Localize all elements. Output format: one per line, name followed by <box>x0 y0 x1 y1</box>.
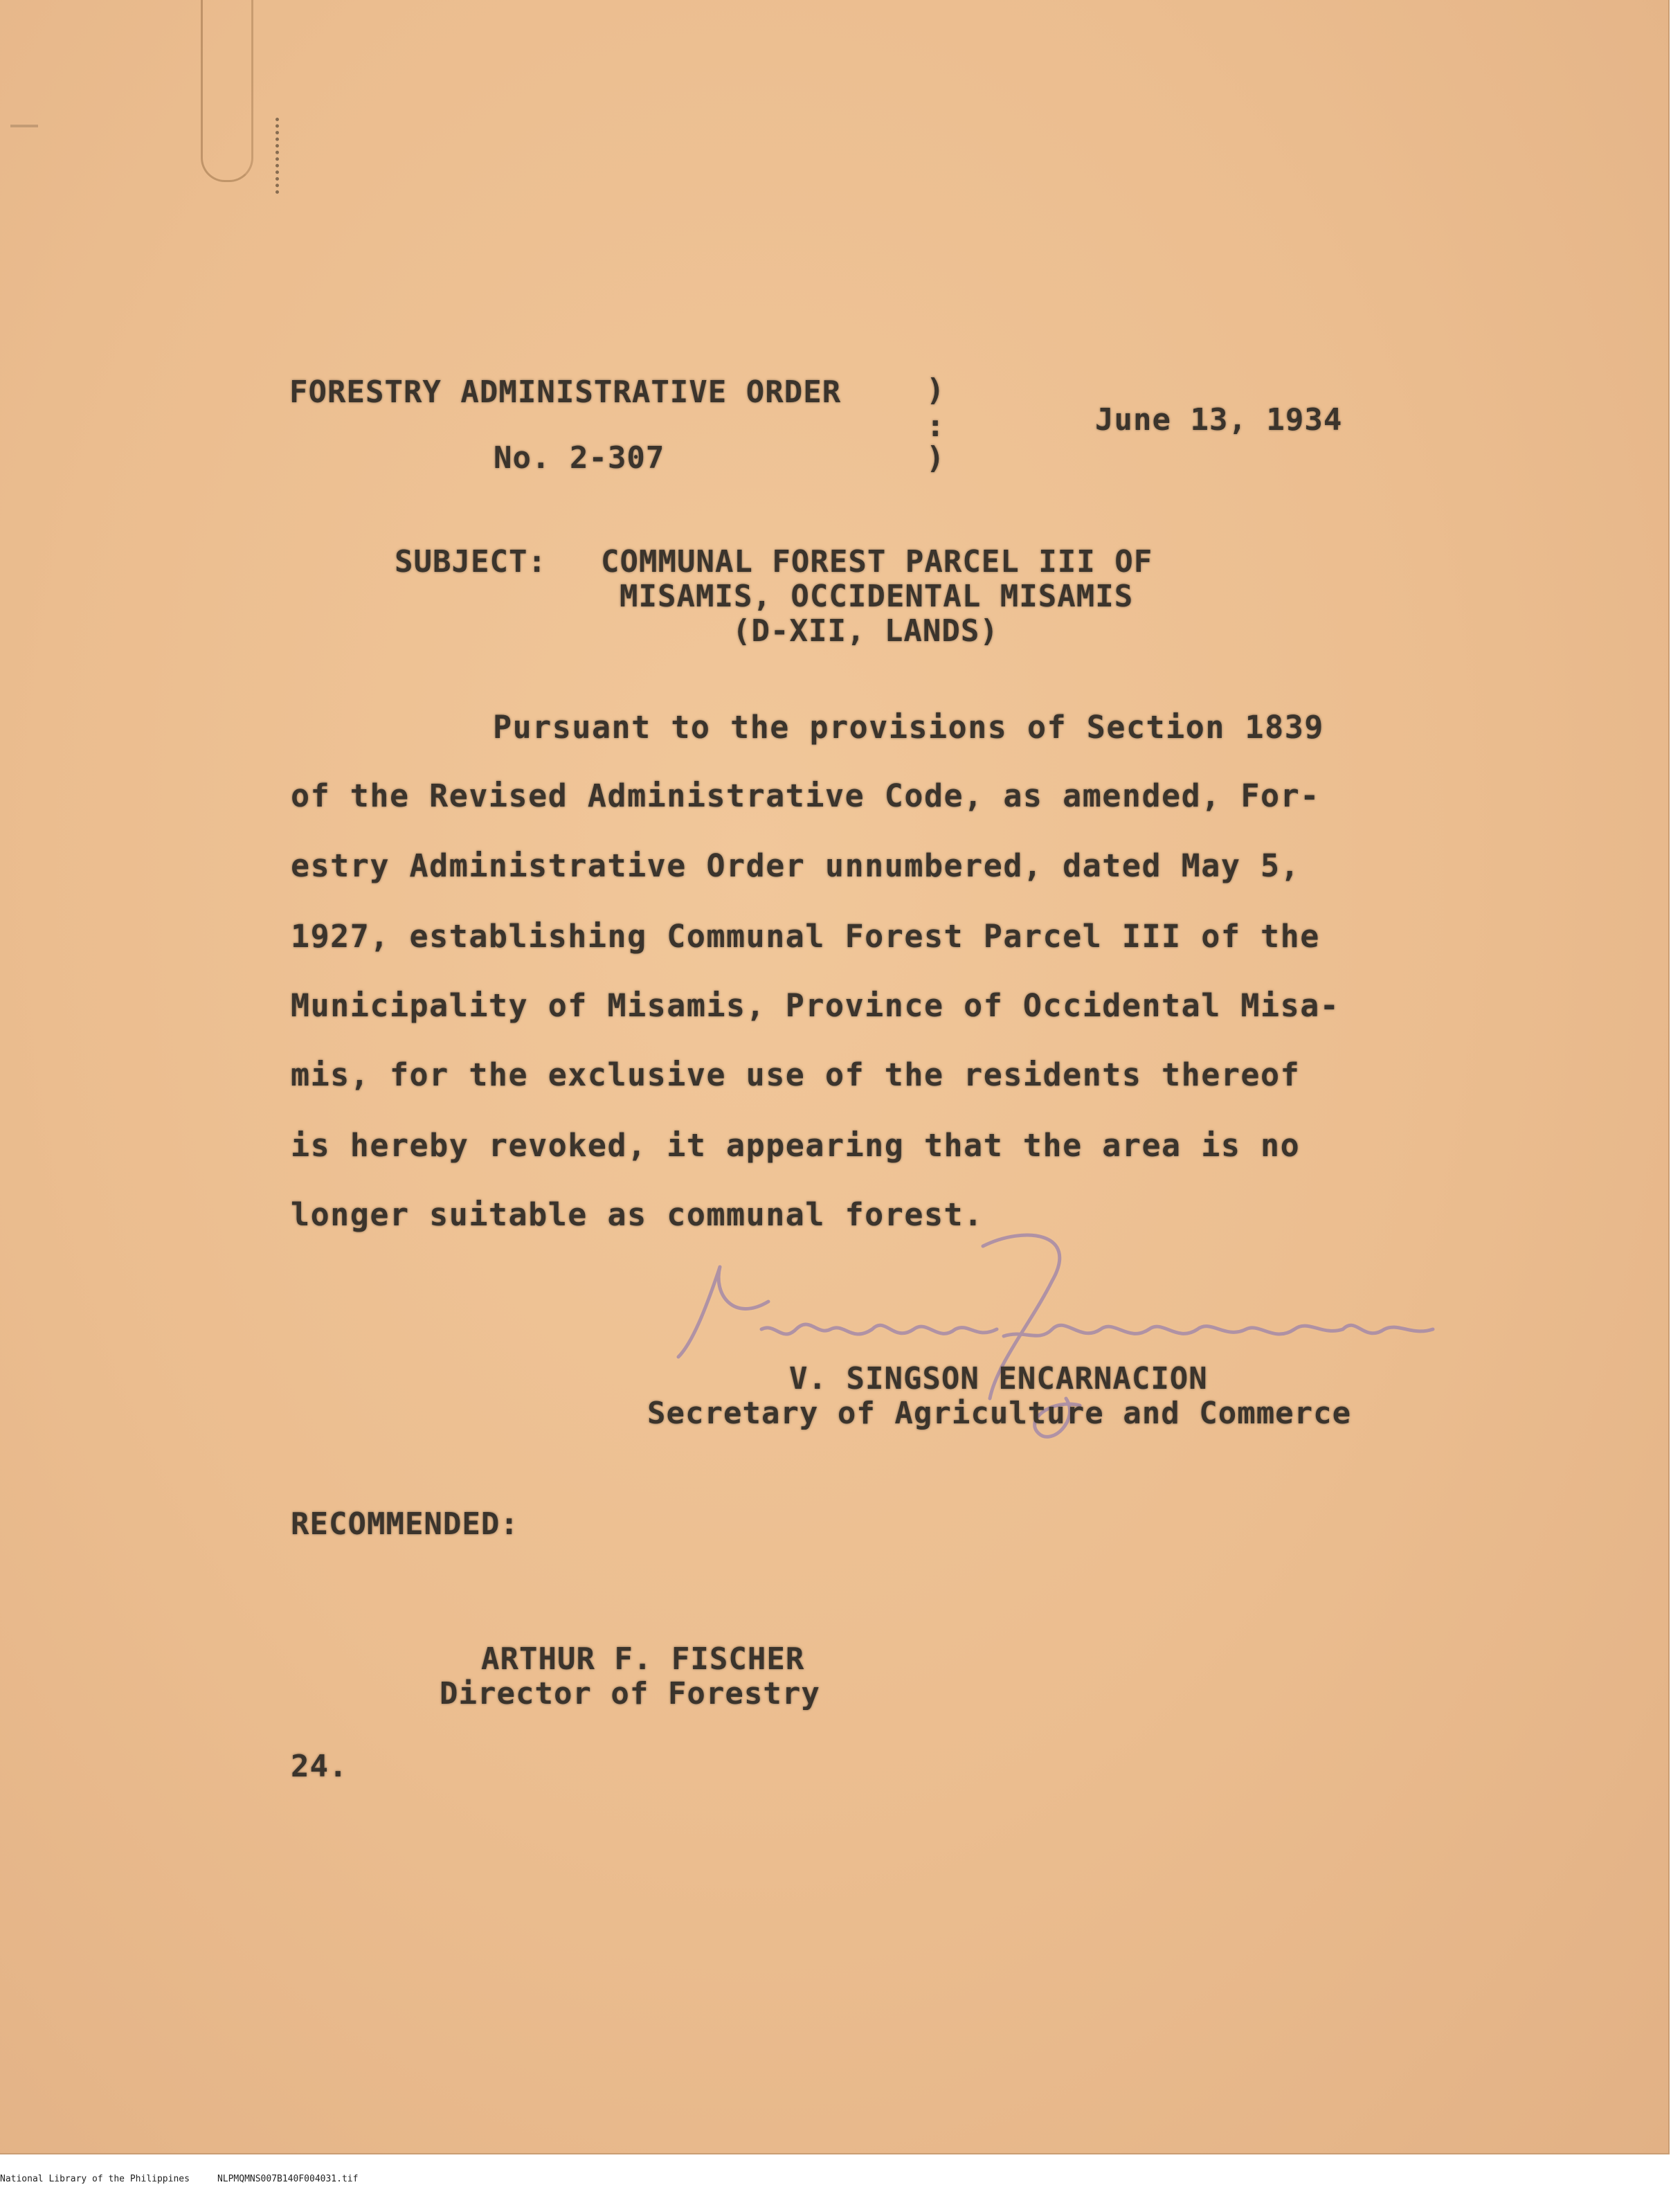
body-line: of the Revised Administrative Code, as amended, For- <box>291 777 1320 814</box>
footer-library: National Library of the Philippines <box>0 2174 190 2184</box>
body-line: is hereby revoked, it appearing that the area is no <box>291 1127 1301 1164</box>
subject-line-2: MISAMIS, OCCIDENTAL MISAMIS <box>620 579 1134 614</box>
paper-clip-mark <box>201 0 253 182</box>
order-title: FORESTRY ADMINISTRATIVE ORDER <box>289 375 842 410</box>
recommender-title: Director of Forestry <box>440 1676 820 1711</box>
footer-filename: NLPMQMNS007B140F004031.tif <box>217 2174 359 2184</box>
body-line: Pursuant to the provisions of Section 1839 <box>493 709 1324 746</box>
bracket-mid: : <box>926 408 946 444</box>
signatory-name: V. SINGSON ENCARNACION <box>789 1361 1208 1396</box>
order-number: No. 2-307 <box>494 440 665 476</box>
body-line: mis, for the exclusive use of the residents thereof <box>291 1056 1301 1093</box>
recommender-name: ARTHUR F. FISCHER <box>481 1641 805 1677</box>
signatory-title: Secretary of Agriculture and Commerce <box>647 1396 1352 1431</box>
bracket-top: ) <box>926 372 946 408</box>
edge-mark <box>10 125 38 127</box>
body-line: Municipality of Misamis, Province of Occidental Misa- <box>291 987 1340 1024</box>
subject-line-1: COMMUNAL FOREST PARCEL III OF <box>601 544 1153 579</box>
reference-initials: 24. <box>291 1749 348 1784</box>
subject-line-3: (D-XII, LANDS) <box>732 613 999 649</box>
staple-holes <box>276 118 283 194</box>
order-date: June 13, 1934 <box>1095 402 1343 438</box>
bracket-bottom: ) <box>926 440 946 476</box>
scan-footer <box>0 2174 386 2184</box>
body-line: 1927, establishing Communal Forest Parcel III of the <box>291 918 1320 955</box>
body-line: estry Administrative Order unnumbered, dated May 5, <box>291 847 1301 884</box>
recommended-label: RECOMMENDED: <box>291 1506 519 1542</box>
subject-label: SUBJECT: <box>395 544 547 579</box>
body-line: longer suitable as communal forest. <box>291 1196 984 1233</box>
